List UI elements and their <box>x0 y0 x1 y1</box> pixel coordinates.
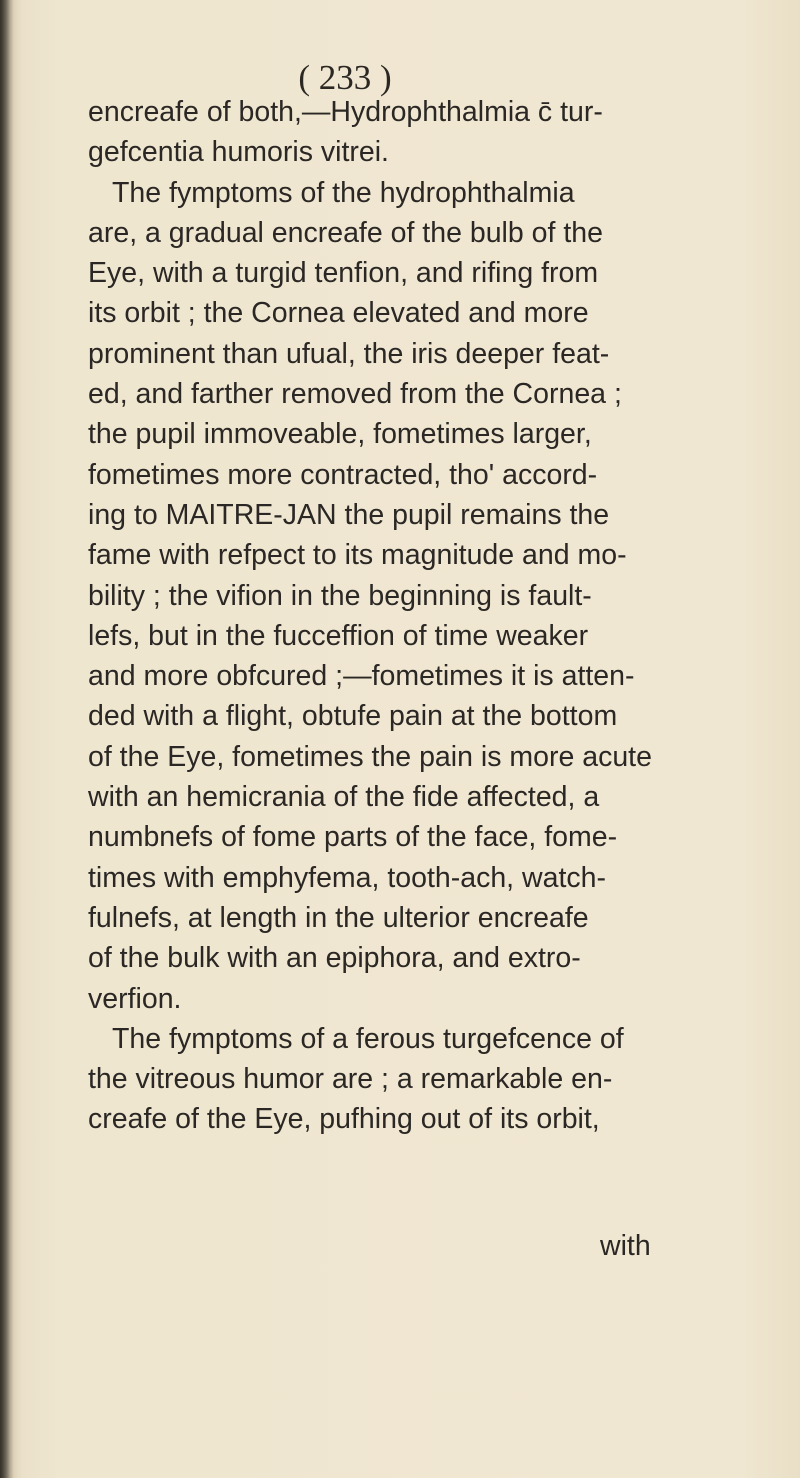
text-line: bility ; the vifion in the beginning is fault- <box>88 579 592 612</box>
text-line: creafe of the Eye, pufhing out of its orbit, <box>88 1103 600 1136</box>
text-line: gefcentia humoris vitrei. <box>88 136 389 169</box>
text-line: fame with refpect to its magnitude and mo- <box>88 539 627 572</box>
text-line: Eye, with a turgid tenfion, and rifing from <box>88 257 599 290</box>
text-line: the pupil immoveable, fometimes larger, <box>88 418 592 451</box>
text-line: ed, and farther removed from the Cornea ; <box>88 378 622 411</box>
paragraph-start-line: The fymptoms of the hydrophthalmia <box>112 176 575 209</box>
text-line: the vitreous humor are ; a remarkable en- <box>88 1063 613 1096</box>
text-line: are, a gradual encreafe of the bulb of the <box>88 216 603 249</box>
text-line: and more obfcured ;—fometimes it is atten- <box>88 660 635 693</box>
paragraph-start-line: The fymptoms of a ferous turgefcence of <box>112 1022 624 1055</box>
catchword: with <box>600 1230 651 1262</box>
text-line: its orbit ; the Cornea elevated and more <box>88 297 589 330</box>
text-line: with an hemicrania of the fide affected, a <box>88 781 600 814</box>
text-line: verfion. <box>88 982 182 1015</box>
text-line: ing to MAITRE-JAN the pupil remains the <box>88 498 610 531</box>
text-line: fometimes more contracted, tho' accord- <box>88 458 598 491</box>
text-line: times with emphyfema, tooth-ach, watch- <box>88 861 606 894</box>
text-line: encreafe of both,—Hydrophthalmia c̄ tur- <box>88 96 603 128</box>
text-line: numbnefs of fome parts of the face, fome- <box>88 821 618 854</box>
text-line: prominent than ufual, the iris deeper feat- <box>88 337 610 370</box>
text-line: ded with a flight, obtufe pain at the bottom <box>88 700 618 733</box>
text-line: of the bulk with an epiphora, and extro- <box>88 942 581 975</box>
body-text <box>88 92 688 1140</box>
text-line: lefs, but in the fucceffion of time weaker <box>88 619 589 652</box>
gutter-shadow <box>0 0 14 1478</box>
page-number: ( 233 ) <box>298 58 392 97</box>
text-line: fulnefs, at length in the ulterior encreafe <box>88 901 589 934</box>
text-line: of the Eye, fometimes the pain is more acute <box>88 740 652 773</box>
